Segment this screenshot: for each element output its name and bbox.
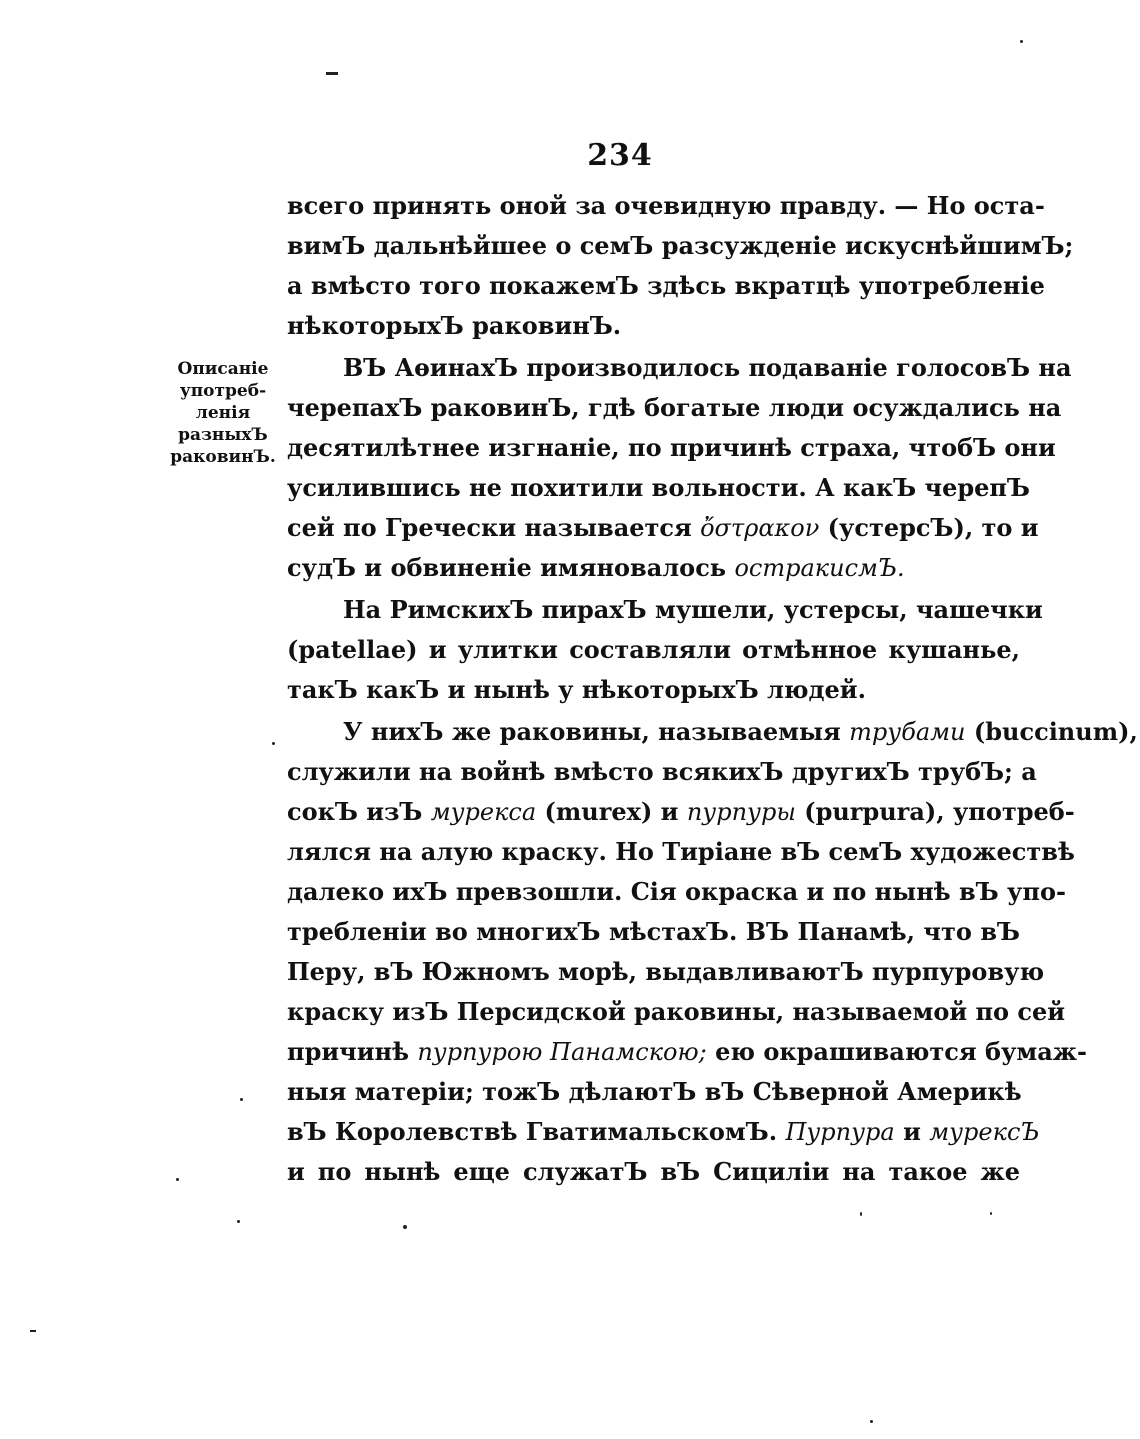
margin-note-line: ленія — [195, 403, 251, 423]
italic-term: трубами — [849, 718, 966, 746]
text-run: У нихЪ же раковины, называемыя — [343, 717, 841, 746]
text-line: На РимскихЪ пирахЪ мушели, устерсы, чашечки — [343, 595, 1043, 624]
scan-mark — [30, 1330, 36, 1332]
text-line — [287, 792, 1075, 832]
scan-speck — [1020, 40, 1023, 43]
scan-speck — [176, 1178, 179, 1181]
text-line: нѣкоторыхЪ раковинЪ. — [287, 311, 622, 340]
text-line: и по нынѣ еще служатЪ вЪ Сициліи на такое же — [287, 1157, 1020, 1186]
text-run: и — [903, 1117, 921, 1146]
text-line: а вмѣсто того покажемЪ здѣсь вкратцѣ употребленіе — [287, 271, 1045, 300]
scan-mark — [326, 72, 338, 75]
text-line: ныя матеріи; тожЪ дѣлаютЪ вЪ Сѣверной Америкѣ — [287, 1077, 1022, 1106]
text-run: сокЪ изЪ — [287, 797, 423, 826]
text-line — [287, 1112, 1040, 1152]
text-run: причинѣ — [287, 1037, 409, 1066]
text-line: требленіи во многихЪ мѣстахЪ. ВЪ Панамѣ, что вЪ — [287, 917, 1020, 946]
italic-term: пурпуры — [686, 798, 796, 826]
margin-note — [160, 358, 286, 468]
text-line — [287, 548, 1020, 588]
body-text — [287, 186, 1138, 1192]
text-line — [287, 712, 1138, 752]
text-run: вЪ Королевствѣ ГватимальскомЪ. — [287, 1117, 778, 1146]
text-line: черепахЪ раковинЪ, гдѣ богатые люди осуждались на — [287, 393, 1062, 422]
italic-term: мурексЪ — [929, 1118, 1040, 1146]
text-line: Перу, вЪ Южномъ морѣ, выдавливаютЪ пурпуровую — [287, 957, 1045, 986]
text-line: десятилѣтнее изгнаніе, по причинѣ страха, чтобЪ они — [287, 433, 1056, 462]
text-run: (buccinum), — [973, 717, 1138, 746]
italic-term: остракисмЪ. — [734, 554, 905, 582]
text-line: ВЪ АѳинахЪ производилось подаваніе голосовЪ на — [343, 353, 1072, 382]
text-line — [287, 508, 1039, 548]
scan-speck — [237, 1220, 240, 1223]
italic-term: Пурпура — [785, 1118, 895, 1146]
scan-speck — [240, 1098, 243, 1101]
greek-word: ὄστρακον — [700, 514, 820, 542]
text-run: судЪ и обвиненіе имяновалось — [287, 553, 727, 582]
text-line: вимЪ дальнѣйшее о семЪ разсужденіе искуснѣйшимЪ; — [287, 231, 1074, 260]
scan-speck — [403, 1225, 407, 1229]
text-run: сей по Гречески называется — [287, 513, 692, 542]
text-line: усилившись не похитили вольности. А какЪ черепЪ — [287, 473, 1030, 502]
margin-note-line: употреб- — [179, 381, 267, 401]
text-line: (patellae) и улитки составляли отмѣнное кушанье, — [287, 635, 1020, 664]
page-number: 234 — [587, 138, 653, 173]
italic-term: пурпурою Панамскою; — [417, 1038, 707, 1066]
scan-speck — [272, 742, 275, 745]
scan-speck — [990, 1212, 992, 1215]
scan-speck — [870, 1420, 873, 1423]
scan-speck — [860, 1212, 862, 1216]
text-line: далеко ихЪ превзошли. Сія окраска и по нынѣ вЪ упо- — [287, 877, 1066, 906]
text-line: краску изЪ Персидской раковины, называемой по сей — [287, 997, 1066, 1026]
margin-note-line: Описаніе — [177, 359, 269, 379]
text-line: служили на войнѣ вмѣсто всякихЪ другихЪ трубЪ; а — [287, 757, 1037, 786]
text-line: такЪ какЪ и нынѣ у нѣкоторыхЪ людей. — [287, 675, 866, 704]
text-line: лялся на алую краску. Но Тиріане вЪ семЪ художествѣ — [287, 837, 1075, 866]
text-run: ею окрашиваются бумаж- — [715, 1037, 1087, 1066]
text-run: (устерсЪ), то и — [827, 513, 1039, 542]
text-run: (purpura), употреб- — [804, 797, 1075, 826]
italic-term: мурекса — [430, 798, 537, 826]
text-line: всего принять оной за очевидную правду. — Но оста- — [287, 191, 1045, 220]
margin-note-line: раковинЪ. — [170, 447, 276, 467]
margin-note-line: разныхЪ — [178, 425, 268, 445]
text-line — [287, 1032, 1087, 1072]
text-run: (murex) и — [544, 797, 679, 826]
